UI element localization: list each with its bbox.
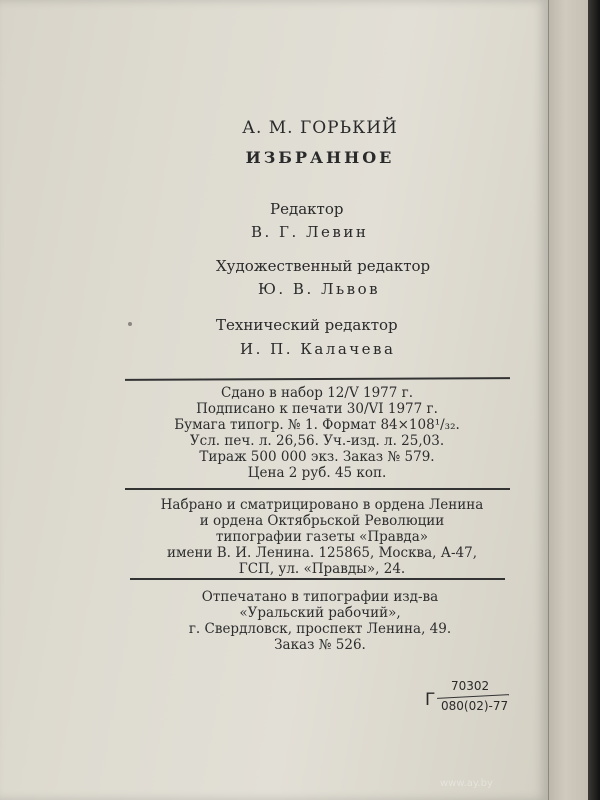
editor-name: В. Г. Левин: [251, 223, 369, 241]
print-data-line: Бумага типогр. № 1. Формат 84×108¹/₃₂.: [174, 417, 460, 433]
divider-rule: [130, 578, 505, 580]
catalog-code-denominator: 080(02)-77: [441, 699, 509, 713]
divider-rule: [125, 488, 510, 490]
book-title: ИЗБРАННОЕ: [245, 148, 395, 167]
catalog-code-numerator: 70302: [451, 679, 490, 693]
catalog-code-letter: Г: [425, 690, 436, 710]
printing-block: [130, 589, 510, 653]
paper-speck: [128, 322, 132, 326]
typesetting-line: и ордена Октябрьской Революции: [199, 513, 445, 529]
print-data-block: [117, 385, 517, 481]
editor-role: Редактор: [270, 200, 344, 218]
art-editor-role: Художественный редактор: [216, 257, 431, 275]
print-data-line: Сдано в набор 12/V 1977 г.: [220, 385, 413, 401]
typesetting-line: ГСП, ул. «Правды», 24.: [238, 561, 406, 577]
tech-editor-name: И. П. Калачева: [240, 340, 396, 358]
typesetting-line: имени В. И. Ленина. 125865, Москва, А-47,: [166, 545, 478, 561]
print-data-line: Подписано к печати 30/VI 1977 г.: [196, 401, 438, 417]
divider-rule: [125, 377, 510, 381]
print-data-line: Цена 2 руб. 45 коп.: [247, 465, 387, 481]
printing-line: Заказ № 526.: [274, 637, 366, 653]
printing-line: «Уральский рабочий»,: [239, 605, 401, 621]
typesetting-block: [117, 497, 527, 577]
book-spine-shadow: [588, 0, 600, 800]
print-data-line: Усл. печ. л. 26,56. Уч.-изд. л. 25,03.: [189, 433, 445, 449]
tech-editor-role: Технический редактор: [216, 316, 398, 334]
print-data-line: Тираж 500 000 экз. Заказ № 579.: [199, 449, 435, 465]
printing-line: г. Свердловск, проспект Ленина, 49.: [188, 621, 452, 637]
typesetting-line: Набрано и сматрицировано в ордена Ленина: [160, 497, 484, 513]
typesetting-line: типографии газеты «Правда»: [215, 529, 429, 545]
next-page-edge: [548, 0, 589, 800]
art-editor-name: Ю. В. Львов: [258, 280, 381, 298]
catalog-code: [425, 677, 520, 717]
printing-line: Отпечатано в типографии изд-ва: [201, 589, 439, 605]
book-author: А. М. ГОРЬКИЙ: [242, 118, 398, 138]
watermark: www.ay.by: [440, 778, 493, 789]
